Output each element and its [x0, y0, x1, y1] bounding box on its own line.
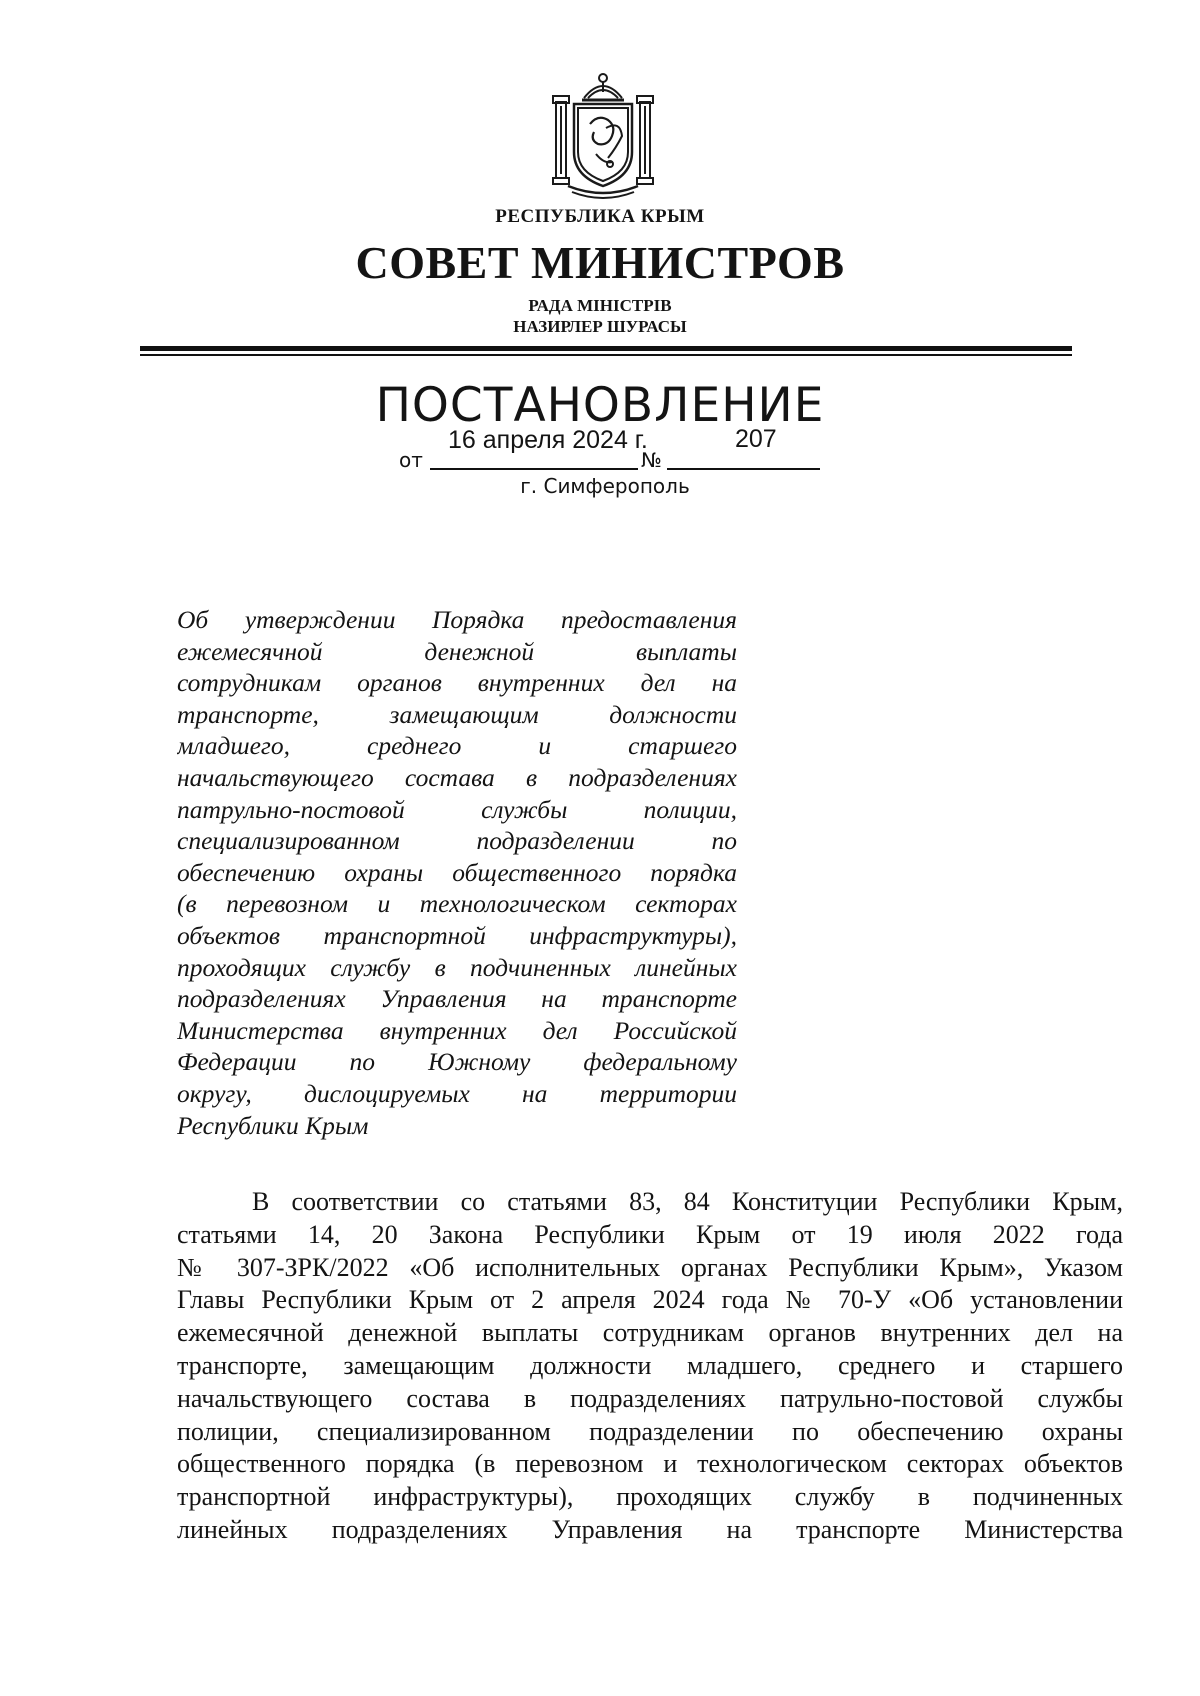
document-type: ПОСТАНОВЛЕНИЕ: [375, 378, 825, 433]
subject-line: проходящих службу в подчиненных линейных: [177, 952, 737, 982]
document-body: [177, 1186, 1123, 1547]
document-subject: [177, 604, 737, 1141]
subject-line: Федерации по Южному федеральному: [177, 1047, 737, 1077]
council-title-ukrainian: РАДА МІНІСТРІВ: [528, 296, 672, 315]
body-line: начальствующего состава в подразделениях патрульно-постовой службы: [177, 1383, 1123, 1413]
subject-line: специализированном подразделении по: [177, 826, 737, 856]
subject-line: (в перевозном и технологическом секторах: [177, 889, 737, 919]
number-sign-label: №: [641, 448, 662, 472]
subject-line: ежемесячной денежной выплаты: [177, 636, 737, 666]
number-underline: [667, 468, 820, 470]
body-line: ежемесячной денежной выплаты сотрудникам органов внутренних дел на: [177, 1318, 1123, 1348]
subject-line: Об утверждении Порядка предоставления: [177, 605, 737, 634]
subject-line: начальствующего состава в подразделениях: [177, 762, 737, 792]
council-title-crimean-tatar: НАЗИРЛЕР ШУРАСЫ: [513, 317, 687, 336]
body-line: В соответствии со статьями 83, 84 Конституции Республики Крым,: [252, 1187, 1123, 1216]
document-date: 16 апреля 2024 г.: [448, 426, 648, 454]
body-line: Главы Республики Крым от 2 апреля 2024 года № 70-У «Об установлении: [177, 1285, 1123, 1315]
header-divider-thick: [140, 346, 1072, 351]
subject-line: округу, дислоцируемых на территории: [177, 1078, 737, 1108]
body-line: линейных подразделениях Управления на транспорте Министерства: [177, 1514, 1123, 1544]
republic-name: РЕСПУБЛИКА КРЫМ: [495, 206, 705, 227]
body-line: транспортной инфраструктуры), проходящих службу в подчиненных: [177, 1482, 1123, 1512]
subject-line: Республики Крым: [177, 1110, 369, 1140]
subject-line: сотрудникам органов внутренних дел на: [177, 668, 737, 698]
body-line: статьями 14, 20 Закона Республики Крым от 19 июля 2022 года: [177, 1219, 1123, 1249]
subject-line: транспорте, замещающим должности: [177, 699, 737, 729]
document-city: г. Симферополь: [520, 474, 690, 498]
subject-line: младшего, среднего и старшего: [177, 731, 737, 761]
header-divider-thin: [140, 354, 1072, 356]
body-line: № 307-ЗРК/2022 «Об исполнительных органах Республики Крым», Указом: [177, 1252, 1123, 1282]
document-number: 207: [735, 425, 777, 453]
council-title: СОВЕТ МИНИСТРОВ: [355, 237, 845, 288]
subject-line: Министерства внутренних дел Российской: [177, 1015, 737, 1045]
body-line: транспорте, замещающим должности младшего, среднего и старшего: [177, 1350, 1123, 1380]
subject-line: объектов транспортной инфраструктуры),: [177, 920, 737, 950]
body-line: полиции, специализированном подразделении по обеспечению охраны: [177, 1416, 1123, 1446]
body-line: общественного порядка (в перевозном и технологическом секторах объектов: [177, 1449, 1123, 1479]
crimea-coat-of-arms-icon: [550, 68, 656, 200]
subject-line: подразделениях Управления на транспорте: [177, 984, 737, 1014]
subject-line: патрульно-постовой службы полиции,: [177, 794, 737, 824]
subject-line: обеспечению охраны общественного порядка: [177, 857, 737, 887]
date-underline: [430, 468, 638, 470]
date-prefix-label: от: [399, 448, 423, 472]
